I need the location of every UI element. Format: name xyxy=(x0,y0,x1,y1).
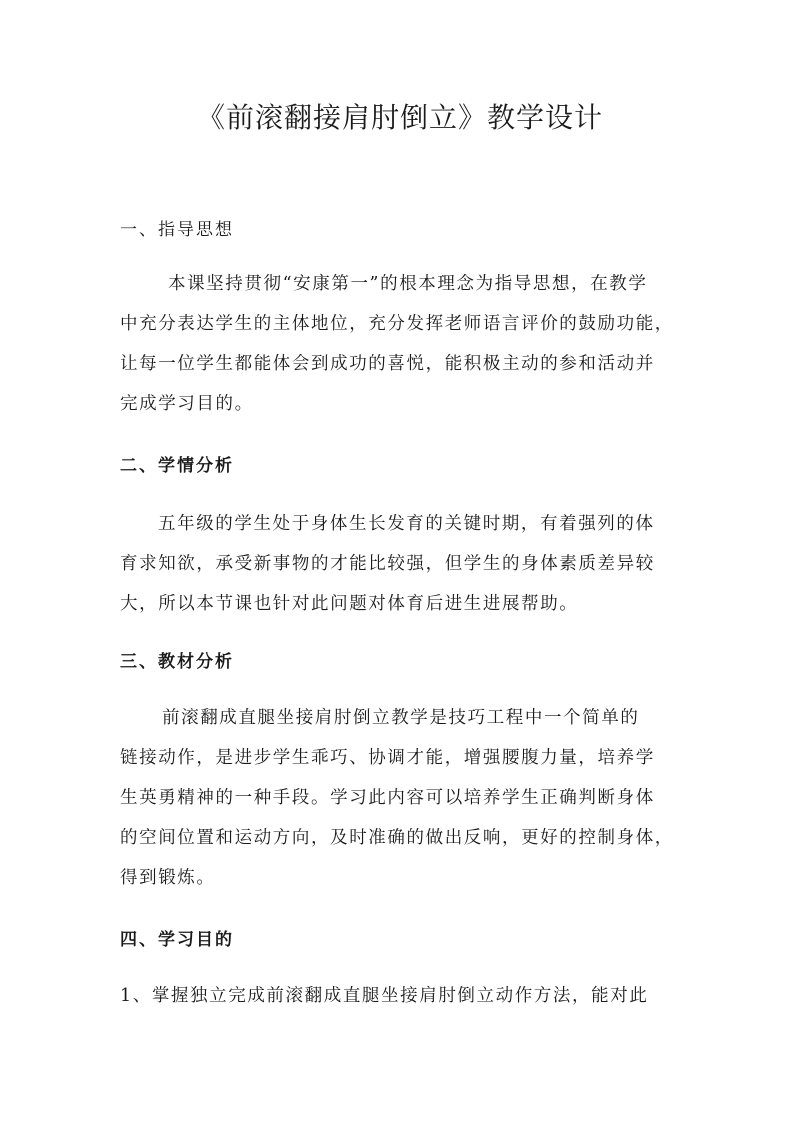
section-paragraph-learning-goals xyxy=(120,976,680,1016)
section-paragraph-guiding-thought xyxy=(120,264,680,424)
paragraph-line: 本课坚持贯彻“安康第一”的根本理念为指导思想，在教学 xyxy=(168,274,648,294)
paragraph-line: 的空间位置和运动方向，及时准确的做出反响，更好的控制身体， xyxy=(120,828,674,848)
paragraph-line: 前滚翻成直腿坐接肩肘倒立教学是技巧工程中一个简单的 xyxy=(162,708,640,728)
section-paragraph-material-analysis xyxy=(120,698,680,898)
section-heading-material-analysis: 三、教材分析 xyxy=(120,652,234,672)
paragraph-line: 生英勇精神的一种手段。学习此内容可以培养学生正确判断身体 xyxy=(120,788,655,808)
paragraph-line: 得到锻炼。 xyxy=(120,868,216,888)
paragraph-line: 大，所以本节课也针对此问题对体育后进生进展帮助。 xyxy=(120,594,579,614)
paragraph-line: 五年级的学生处于身体生长发育的关键时期，有着强列的体 xyxy=(158,514,655,534)
paragraph-line: 中充分表达学生的主体地位，充分发挥老师语言评价的鼓励功能， xyxy=(120,314,674,334)
paragraph-line: 完成学习目的。 xyxy=(120,394,254,414)
document-title: 《前滚翻接肩肘倒立》教学设计 xyxy=(196,101,603,134)
section-paragraph-student-analysis xyxy=(120,504,680,624)
paragraph-line: 让每一位学生都能体会到成功的喜悦，能积极主动的参和活动并 xyxy=(120,354,655,374)
section-heading-guiding-thought: 一、指导思想 xyxy=(120,220,234,240)
paragraph-line: 1、掌握独立完成前滚翻成直腿坐接肩肘倒立动作方法，能对此 xyxy=(120,986,649,1006)
section-heading-learning-goals: 四、学习目的 xyxy=(120,930,234,950)
section-heading-student-analysis: 二、学情分析 xyxy=(120,456,234,476)
paragraph-line: 育求知欲，承受新事物的才能比较强，但学生的身体素质差异较 xyxy=(120,554,655,574)
paragraph-line: 链接动作，是进步学生乖巧、协调才能，增强腰腹力量，培养学 xyxy=(120,748,655,768)
